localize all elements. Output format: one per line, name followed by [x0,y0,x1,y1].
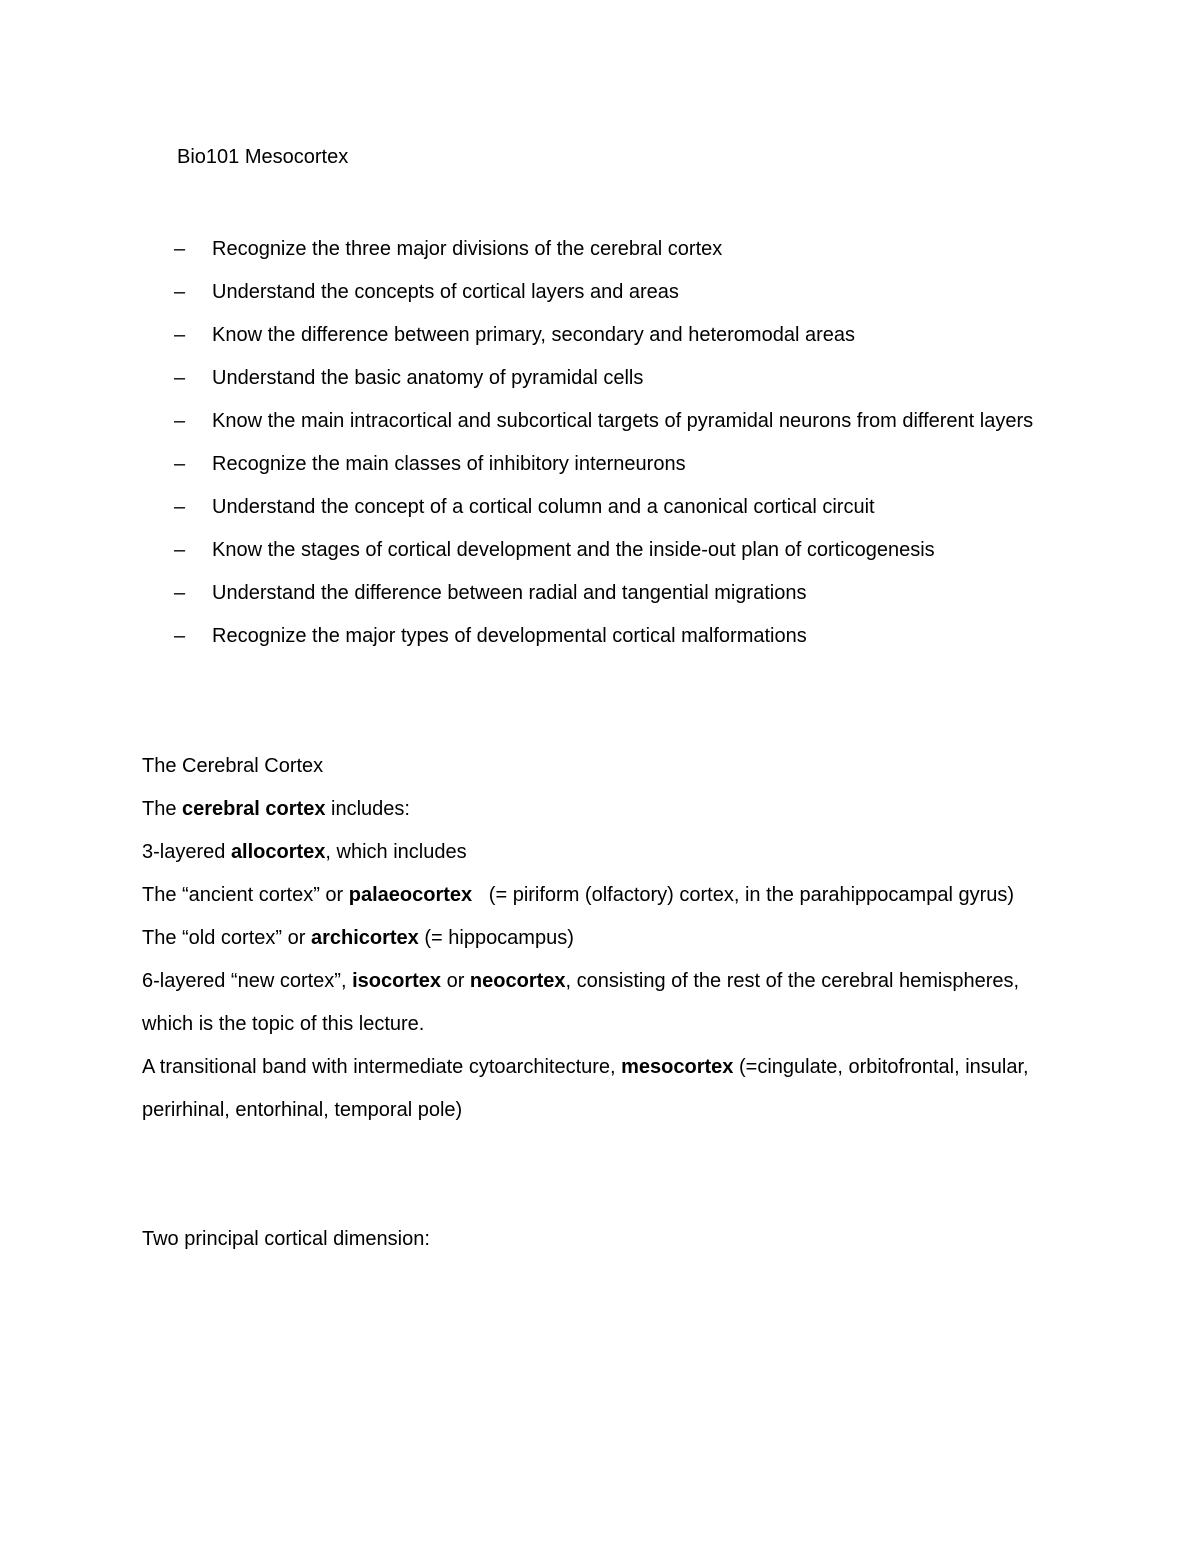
dash-bullet-icon: – [174,367,186,389]
paragraph [142,788,1062,831]
dash-bullet-icon: – [174,453,186,475]
paragraph [142,874,1062,917]
objective-text: Know the difference between primary, secondary and heteromodal areas [212,324,855,346]
text-run: 6-layered “new cortex”, [142,970,353,992]
objective-item [171,572,1071,615]
bold-term: cerebral cortex [182,798,326,820]
dash-bullet-icon: – [174,582,186,604]
text-run: The “ancient cortex” or [142,884,349,906]
objective-item [171,443,1071,486]
objective-item [171,357,1071,400]
objective-item [171,271,1071,314]
dash-bullet-icon: – [174,324,186,346]
dash-bullet-icon: – [174,238,186,260]
section-heading: The Cerebral Cortex [142,755,324,777]
bold-term: mesocortex [621,1056,734,1078]
bold-term: allocortex [230,841,326,863]
paragraph [142,960,1062,1046]
text-run: (= hippocampus) [418,927,574,949]
text-run: or [441,970,470,992]
text-run: The “old cortex” or [142,927,311,949]
text-run: , consisting of the rest of the cerebral hemispheres, which is the topic of this lecture. [142,970,1020,1035]
text-run: The [142,798,183,820]
closing-line: Two principal cortical dimension: [142,1228,430,1250]
text-run: A transitional band with intermediate cytoarchitecture, [142,1056,622,1078]
bold-term: neocortex [469,970,566,992]
text-run: (=cingulate, orbitofrontal, insular, perirhinal, entorhinal, temporal pole) [142,1056,1029,1121]
document-body [142,745,1062,1261]
text-run: (= piriform (olfactory) cortex, in the parahippocampal gyrus) [472,884,1015,906]
dash-bullet-icon: – [174,410,186,432]
dash-bullet-icon: – [174,281,186,303]
text-run: 3-layered [142,841,231,863]
bold-term: isocortex [352,970,442,992]
objective-text: Know the stages of cortical development and the inside-out plan of corticogenesis [212,539,935,561]
dash-bullet-icon: – [174,496,186,518]
learning-objectives-list [171,228,1071,658]
paragraph [142,831,1062,874]
objective-item [171,486,1071,529]
dash-bullet-icon: – [174,539,186,561]
paragraph [142,917,1062,960]
document-title: Bio101 Mesocortex [177,146,349,168]
dash-bullet-icon: – [174,625,186,647]
text-run: , which includes [325,841,467,863]
objective-text: Understand the basic anatomy of pyramidal cells [212,367,644,389]
objective-text: Recognize the major types of developmental cortical malformations [212,625,807,647]
objective-item [171,400,1071,443]
objective-text: Know the main intracortical and subcortical targets of pyramidal neurons from different layers [212,410,1034,432]
objective-text: Understand the concepts of cortical layers and areas [212,281,679,303]
objective-text: Understand the difference between radial and tangential migrations [212,582,807,604]
objective-text: Recognize the main classes of inhibitory interneurons [212,453,686,475]
bold-term: palaeocortex [348,884,473,906]
objective-item [171,314,1071,357]
text-run: includes: [325,798,410,820]
objective-text: Understand the concept of a cortical column and a canonical cortical circuit [212,496,875,518]
paragraph [142,1046,1062,1132]
objective-item [171,529,1071,572]
objective-item [171,615,1071,658]
objective-text: Recognize the three major divisions of the cerebral cortex [212,238,723,260]
objective-item [171,228,1071,271]
bold-term: archicortex [310,927,419,949]
blank-space [142,1132,1062,1218]
